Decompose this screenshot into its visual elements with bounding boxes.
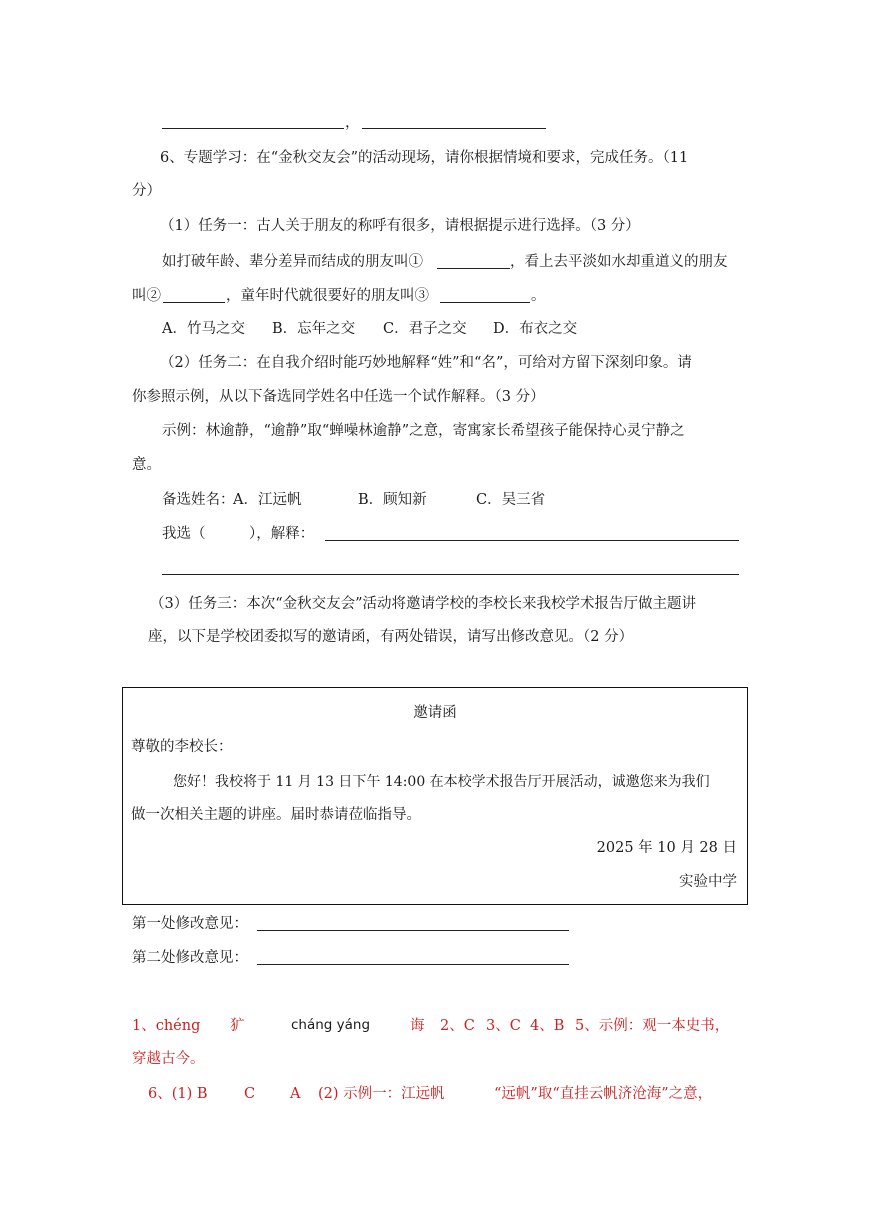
fix1-label: 第一处修改意见： (132, 916, 248, 932)
option-d: D．布衣之交 (493, 321, 578, 337)
name-b: B．顾知新 (358, 492, 427, 508)
answer-4: 4、B (530, 1018, 565, 1034)
name-a: A．江远帆 (233, 492, 302, 508)
invitation-letter (122, 687, 748, 905)
blank-3[interactable] (440, 302, 530, 303)
task1-line1-b: ，看上去平淡如水却重道义的朋友 (510, 254, 728, 270)
answer-6-1a: 6、(1) B (148, 1086, 208, 1102)
answer-1: 1、chéng (132, 1018, 201, 1034)
task1-heading: （1）任务一：古人关于朋友的称呼有很多，请根据提示进行选择。（3 分） (160, 218, 640, 234)
name-c: C．吴三省 (476, 492, 546, 508)
answer-5-cont: 穿越古今。 (132, 1051, 205, 1067)
option-b: B．忘年之交 (272, 321, 356, 337)
answer-6-1b: C (244, 1086, 256, 1102)
task1-line2-c: 。 (531, 288, 546, 304)
answer-1d: 诲 (410, 1018, 425, 1034)
names-label: 备选姓名： (162, 492, 235, 508)
task1-line2-b: ，童年时代就很要好的朋友叫③ (226, 288, 429, 304)
task3-heading: （3）任务三：本次“金秋交友会”活动将邀请学校的李校长来我校学术报告厅做主题讲 (150, 596, 697, 612)
blank-1[interactable] (437, 268, 510, 269)
fix2-label: 第二处修改意见： (132, 950, 248, 966)
answer-6-2: (2) 示例一：江远帆 (318, 1086, 445, 1102)
answer-5: 5、示例：观一本史书， (575, 1018, 730, 1034)
task2-heading-cont: 你参照示例，从以下备选同学姓名中任选一个试作解释。（3 分） (132, 389, 545, 405)
fix1-line[interactable] (257, 930, 569, 931)
answer-1b: 犷 (230, 1018, 245, 1034)
blank-line[interactable] (362, 128, 546, 129)
letter-title: 邀请函 (413, 705, 457, 721)
fix2-line[interactable] (257, 964, 569, 965)
letter-body-cont: 做一次相关主题的讲座。届时恭请莅临指导。 (131, 807, 421, 823)
option-c: C．君子之交 (383, 321, 467, 337)
task3-heading-cont: 座，以下是学校团委拟写的邀请函，有两处错误，请写出修改意见。（2 分） (148, 629, 634, 645)
letter-body: 您好！我校将于 11 月 13 日下午 14:00 在本校学术报告厅开展活动，诚邀您来为我们 (173, 774, 710, 790)
letter-signature: 实验中学 (679, 874, 737, 890)
blank-line[interactable] (162, 128, 344, 129)
answer-6-2-explain: “远帆”取“直挂云帆济沧海”之意， (494, 1086, 713, 1102)
answer-3: 3、C (486, 1018, 521, 1034)
answer-6-1c: A (290, 1086, 301, 1102)
task2-example-cont: 意。 (132, 457, 161, 473)
task2-heading: （2）任务二：在自我介绍时能巧妙地解释“姓”和“名”，可给对方留下深刻印象。请 (160, 355, 692, 371)
q6-title: 6、专题学习：在“金秋交友会”的活动现场，请你根据情境和要求，完成任务。（11 (160, 150, 689, 166)
q6-title-cont: 分） (132, 183, 161, 199)
task1-line1-a: 如打破年龄、辈分差异而结成的朋友叫① (162, 254, 423, 270)
task2-example: 示例：林逾静，“逾静”取“蝉噪林逾静”之意，寄寓家长希望孩子能保持心灵宁静之 (162, 423, 685, 439)
letter-salutation: 尊敬的李校长： (131, 739, 233, 755)
choose-label: 我选（ ），解释： (162, 526, 315, 542)
explain-line-2[interactable] (162, 574, 739, 575)
comma: ， (345, 115, 360, 131)
explain-line-1[interactable] (325, 540, 739, 541)
answer-2: 2、C (440, 1018, 475, 1034)
option-a: A．竹马之交 (162, 321, 245, 337)
task1-line2-a: 叫② (132, 288, 161, 304)
answer-1c: cháng yáng (291, 1017, 371, 1033)
blank-2[interactable] (163, 302, 225, 303)
letter-date: 2025 年 10 月 28 日 (596, 840, 737, 856)
